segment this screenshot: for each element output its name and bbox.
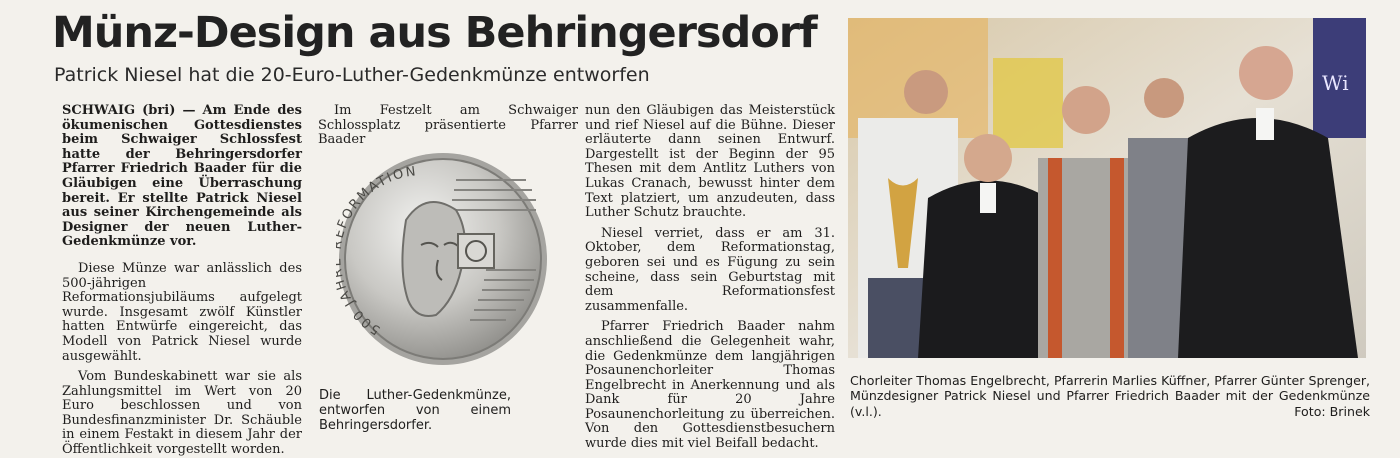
article-column-3: [585, 104, 835, 452]
body-paragraph: Niesel verriet, dass er am 31. Oktober, dem Reformationstag, geboren sei und es Fügung zu sein scheine, dass sein Geburtstag mit dem Reformationsfest zusammenfalle.: [585, 225, 835, 314]
article-column-1: [62, 104, 302, 458]
article-column-2: [318, 104, 578, 148]
lead-paragraph: SCHWAIG (bri) — Am Ende des ökumenischen Gottesdienstes beim Schwaiger Schlossfest hatte der Behringersdorfer Pfarrer Friedrich Baader für die Gläubigen eine Überraschung bereit. Er stellte Patrick Niesel aus seiner Kirchengemeinde als Designer der neuen Luther-Gedenkmünze vor.: [62, 103, 302, 250]
body-paragraph: Diese Münze war anlässlich des 500-jährigen Reformationsjubiläums aufgelegt wurde. Insgesamt zwölf Künstler hatten Entwürfe eingereicht, das Modell von Patrick Niesel wurde ausgewählt.: [62, 260, 302, 364]
banner-text: Wi: [1322, 71, 1349, 95]
coin-image: [336, 150, 550, 368]
photo-caption: Chorleiter Thomas Engelbrecht, Pfarrerin Marlies Küffner, Pfarrer Günter Sprenger, Münzdesigner Patrick Niesel und Pfarrer Friedrich Baader mit der Gedenkmünze (v.l.).: [850, 373, 1370, 419]
subheadline: Patrick Niesel hat die 20-Euro-Luther-Gedenkmünze entworfen: [54, 64, 650, 86]
photo-credit: Foto: Brinek: [1294, 404, 1370, 419]
body-paragraph: Pfarrer Friedrich Baader nahm anschließend die Gelegenheit wahr, die Gedenkmünze dem langjährigen Posaunenchorleiter Thomas Engelbrecht in Anerkennung und als Dank für 20 Jahre Posaunenchorleitung zu überreichen. Von den Gottesdienstbesuchern wurde dies mit viel Beifall bedacht.: [585, 319, 835, 452]
body-paragraph: Vom Bundeskabinett war sie als Zahlungsmittel im Wert von 20 Euro beschlossen und von Bundesfinanzminister Dr. Schäuble in einem Festakt in diesem Jahr der Öffentlichkeit vorgestellt worden.: [62, 369, 302, 458]
headline: Münz-Design aus Behringersdorf: [52, 8, 817, 58]
coin-inscription: 500 JA FORMATION: [336, 164, 419, 338]
body-paragraph: Im Festzelt am Schwaiger Schlossplatz präsentierte Pfarrer Baader: [318, 103, 578, 148]
body-paragraph: nun den Gläubigen das Meisterstück und rief Niesel auf die Bühne. Dieser erläuterte dann seinen Entwurf. Dargestellt ist der Beginn der 95 Thesen mit dem Antlitz Luthers von Lukas Cranach, bewusst hinter dem Text platziert, um anzudeuten, dass Luther Schutz brauchte.: [585, 103, 835, 221]
coin-caption: Die Luther-Gedenkmünze, entworfen von einem Behringersdorfer.: [319, 388, 511, 433]
group-photo: [848, 18, 1366, 358]
